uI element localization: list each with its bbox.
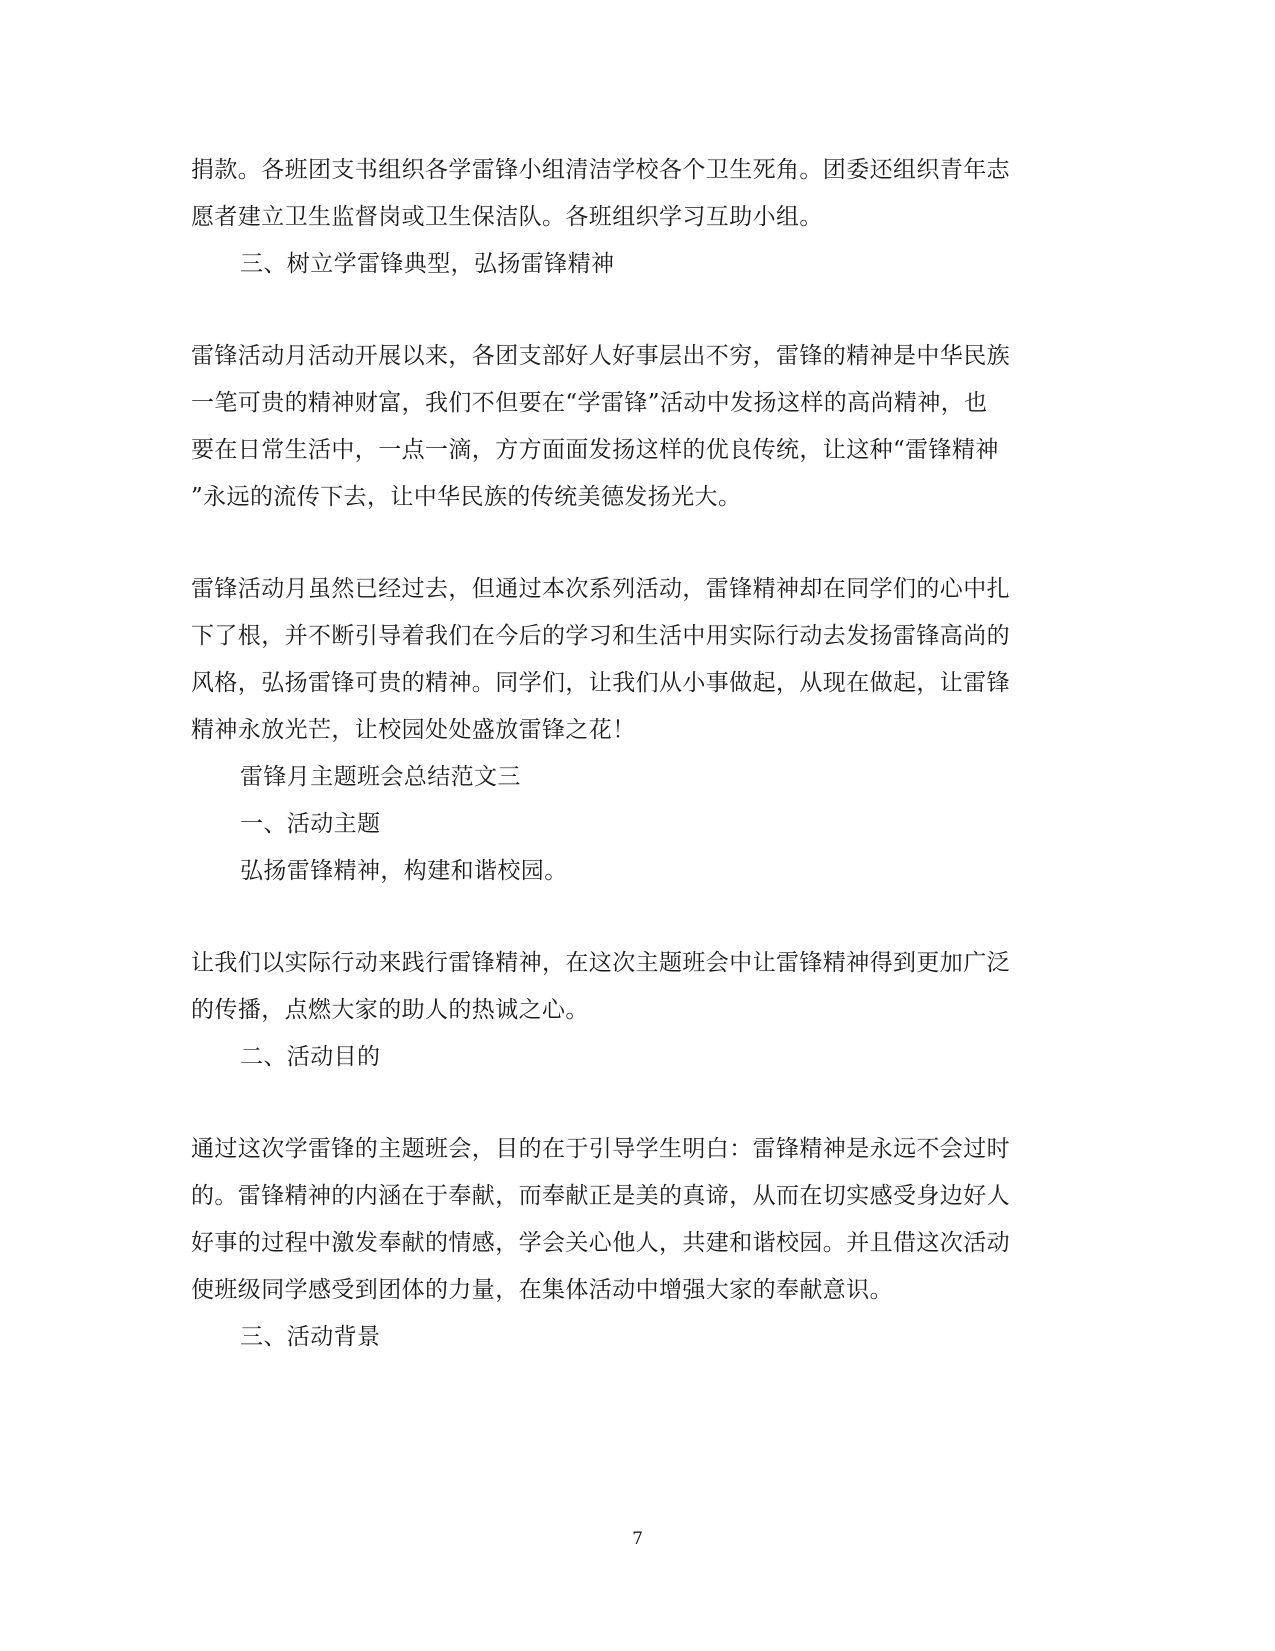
section-heading: 一、活动主题 <box>240 811 381 837</box>
text-line: 下了根，并不断引导着我们在今后的学习和生活中用实际行动去发扬雷锋高尚的 <box>191 623 1010 649</box>
text-line: 让我们以实际行动来践行雷锋精神，在这次主题班会中让雷锋精神得到更加广泛 <box>191 950 1010 976</box>
text-line: 雷锋活动月虽然已经过去，但通过本次系列活动，雷锋精神却在同学们的心中扎 <box>191 576 1010 602</box>
page-number: 7 <box>632 1529 643 1549</box>
text-line: 精神永放光芒，让校园处处盛放雷锋之花！ <box>191 717 636 743</box>
text-line: 通过这次学雷锋的主题班会，目的在于引导学生明白：雷锋精神是永远不会过时 <box>191 1136 1010 1162</box>
text-line: 要在日常生活中，一点一滴，方方面面发扬这样的优良传统，让这种“雷锋精神 <box>191 437 999 463</box>
text-line: 雷锋活动月活动开展以来，各团支部好人好事层出不穷，雷锋的精神是中华民族 <box>191 343 1010 369</box>
text-line: 弘扬雷锋精神，构建和谐校园。 <box>240 858 568 884</box>
text-line: 的。雷锋精神的内涵在于奉献，而奉献正是美的真谛，从而在切实感受身边好人 <box>191 1183 1010 1209</box>
text-line: 好事的过程中激发奉献的情感，学会关心他人，共建和谐校园。并且借这次活动 <box>191 1230 1010 1256</box>
text-line: ”永远的流传下去，让中华民族的传统美德发扬光大。 <box>191 484 742 510</box>
text-line: 愿者建立卫生监督岗或卫生保洁队。各班组织学习互助小组。 <box>191 204 823 230</box>
section-heading: 三、树立学雷锋典型，弘扬雷锋精神 <box>240 251 615 277</box>
text-line: 风格，弘扬雷锋可贵的精神。同学们，让我们从小事做起，从现在做起，让雷锋 <box>191 670 1010 696</box>
text-line: 一笔可贵的精神财富，我们不但要在“学雷锋”活动中发扬这样的高尚精神，也 <box>191 390 988 416</box>
section-heading: 二、活动目的 <box>240 1044 381 1070</box>
text-line: 的传播，点燃大家的助人的热诚之心。 <box>191 997 589 1023</box>
text-line: 使班级同学感受到团体的力量，在集体活动中增强大家的奉献意识。 <box>191 1277 893 1303</box>
text-line: 捐款。各班团支书组织各学雷锋小组清洁学校各个卫生死角。团委还组织青年志 <box>191 157 1010 183</box>
section-heading: 三、活动背景 <box>240 1324 381 1350</box>
document-subtitle: 雷锋月主题班会总结范文三 <box>240 764 521 790</box>
